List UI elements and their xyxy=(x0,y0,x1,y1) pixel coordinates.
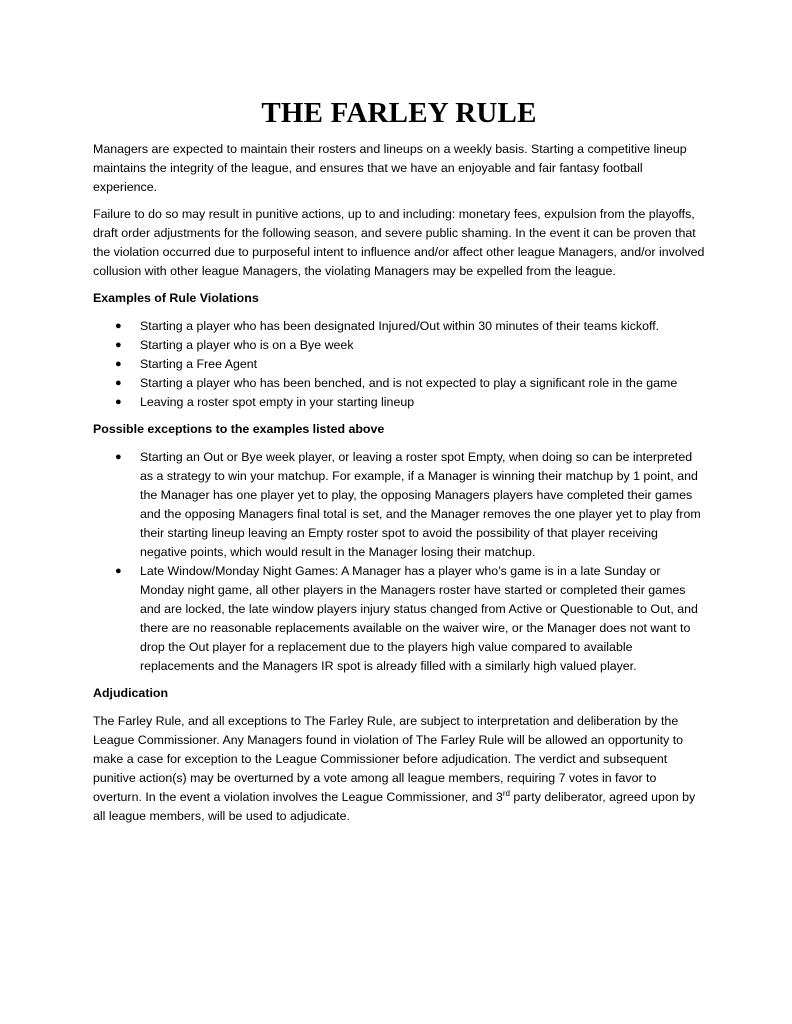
intro-paragraph-2: Failure to do so may result in punitive actions, up to and including: monetary fees, expulsion from the playoffs, draft order adjustments for the following season, and severe public shaming. In the event it can be proven that the violation occurred due to purposeful intent to influence and/or affect other league Managers, and/or involved collusion with other league Managers, the violating Managers may be expelled from the league. xyxy=(93,207,705,278)
adjudication-heading: Adjudication xyxy=(93,686,169,700)
list-item-text: Starting a player who has been designated Injured/Out within 30 minutes of their teams kickoff. xyxy=(140,319,660,333)
violations-heading: Examples of Rule Violations xyxy=(93,291,259,305)
bullet-icon: ● xyxy=(115,451,122,463)
ordinal-superscript: rd xyxy=(502,788,510,798)
document-page xyxy=(93,96,705,834)
bullet-icon: ● xyxy=(115,565,122,577)
bullet-icon: ● xyxy=(115,396,122,408)
violations-list xyxy=(93,317,705,412)
list-item xyxy=(93,393,705,412)
list-item xyxy=(93,317,705,336)
list-item xyxy=(93,448,705,562)
adjudication-paragraph xyxy=(93,712,705,826)
list-item xyxy=(93,374,705,393)
list-item-text: Starting a player who has been benched, and is not expected to play a significant role in the game xyxy=(140,376,678,390)
bullet-icon: ● xyxy=(115,339,122,351)
list-item-text: Starting a Free Agent xyxy=(140,357,258,371)
bullet-icon: ● xyxy=(115,358,122,370)
list-item-text: Starting a player who is on a Bye week xyxy=(140,338,354,352)
adjudication-text-part-1: The Farley Rule, and all exceptions to The Farley Rule, are subject to interpretation and deliberation by the League Commissioner. Any Managers found in violation of The Farley Rule will be allowed an opportunity to make a case for exception to the League Commissioner before adjudication. The verdict and subsequent punitive action(s) may be overturned by a vote among all league members, requiring 7 votes in favor to overturn. In the event a violation involves the League Commissioner, and 3 xyxy=(93,714,684,804)
intro-paragraph-1: Managers are expected to maintain their rosters and lineups on a weekly basis. Starting a competitive lineup maintains the integrity of the league, and ensures that we have an enjoyable and fair fantasy football experience. xyxy=(93,142,687,194)
list-item-text: Starting an Out or Bye week player, or leaving a roster spot Empty, when doing so can be interpreted as a strategy to win your matchup. For example, if a Manager is winning their matchup by 1 point, and the Manager has one player yet to play, the opposing Managers players have completed their games and the opposing Managers final total is set, and the Manager removes the one player yet to play from their starting lineup leaving an Empty roster spot to avoid the possibility of that player receiving negative points, which would result in the Manager losing their matchup. xyxy=(140,450,701,559)
list-item xyxy=(93,355,705,374)
list-item-text: Late Window/Monday Night Games: A Manager has a player who’s game is in a late Sunday or Monday night game, all other players in the Managers roster have started or completed their games and are locked, the late window players injury status changed from Active or Questionable to Out, and there are no reasonable replacements available on the waiver wire, or the Manager does not want to drop the Out player for a replacement due to the players high value compared to available replacements and the Managers IR spot is already filled with a similarly high valued player. xyxy=(140,564,698,673)
exceptions-list xyxy=(93,448,705,676)
list-item-text: Leaving a roster spot empty in your starting lineup xyxy=(140,395,415,409)
bullet-icon: ● xyxy=(115,377,122,389)
list-item xyxy=(93,562,705,676)
list-item xyxy=(93,336,705,355)
exceptions-heading: Possible exceptions to the examples listed above xyxy=(93,422,385,436)
bullet-icon: ● xyxy=(115,320,122,332)
page-title: THE FARLEY RULE xyxy=(261,97,537,129)
adjudication-text-part-2: party deliberator, agreed upon by all league members, will be used to adjudicate. xyxy=(93,790,696,823)
